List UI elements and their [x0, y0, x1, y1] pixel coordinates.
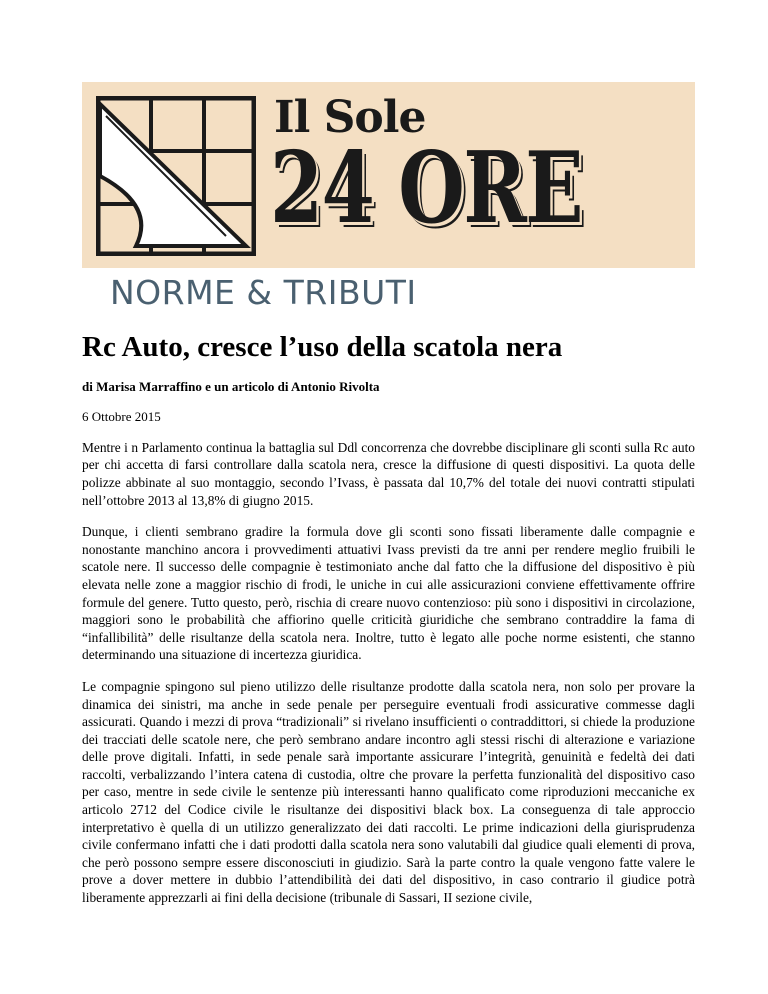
article-paragraph: Le compagnie spingono sul pieno utilizzo delle risultanze prodotte dalla scatola nera, non solo per provare la dinamica dei sinistri, ma anche in sede penale per perseguire eventuali frodi assicurative commesse dagli assicurati. Quando i mezzi di prova “tradizionali” si rivelano insufficienti o contraddittori, si chiede la produzione dei tracciati delle scatole nere, che però sembrano andare incontro agli stessi rischi di alterazione e variazione delle prove digitali. Infatti, in sede penale sarà importante assicurare l’integrità, genuinità e fedeltà dei dati raccolti, verbalizzando l’intera catena di custodia, oltre che provare la perfetta funzionalità del dispositivo caso per caso, mentre in sede civile le sentenze più interessanti hanno qualificato come riproduzioni meccaniche ex articolo 2712 del Codice civile le risultanze dei dispositivi black box. La conseguenza di tale approccio interpretativo è quella di un utilizzo generalizzato dei dati raccolti. Le prime indicazioni della giurisprudenza civile confermano infatti che i dati prodotti dalla scatola nera sono valutabili dal giudice quali elementi di prova, che però possono sempre essere disconosciuti in giudizio. Sarà la parte contro la quale vengono fatte valere le prove a dover mettere in dubbio l’attendibilità dei dati del dispositivo, in caso contrario il giudice potrà liberamente apprezzarli ai fini della decisione (tribunale di Sassari, II sezione civile, [82, 678, 695, 906]
article-paragraph: Mentre i n Parlamento continua la battaglia sul Ddl concorrenza che dovrebbe disciplinare gli sconti sulla Rc auto per chi accetta di farsi controllare dalla scatola nera, cresce la diffusione di questi dispositivi. La quota delle polizze abbinate al suo montaggio, secondo l’Ivass, è passata dal 10,7% del totale dei nuovi contratti stipulati nell’ottobre 2013 al 13,8% di giugno 2015. [82, 439, 695, 508]
article-byline: di Marisa Marraffino e un articolo di Antonio Rivolta [82, 378, 380, 394]
article-paragraph: Dunque, i clienti sembrano gradire la formula dove gli sconti sono fissati liberamente dalle compagnie e nonostante manchino ancora i provvedimenti attuativi Ivass previsti da tre anni per rendere meglio fruibili le scatole nere. Il successo delle compagnie è testimoniato anche dal fatto che la diffusione del dispositivo è più elevata nelle zone a maggior rischio di frodi, le uniche in cui alle assicurazioni conviene effettivamente offrire formule del genere. Tutto questo, però, rischia di creare nuovo contenzioso: più sono i dispositivi in circolazione, maggiori sono le probabilità che affiorino quelle criticità giuridiche che sembrano contraddire la fama di “infallibilità” delle risultanze della scatola nera. Inoltre, tutto è legato alle poche norme esistenti, che stanno determinando una situazione di incertezza giuridica. [82, 524, 695, 663]
brand-name-top: Il Sole [274, 92, 426, 143]
article [82, 330, 695, 921]
article-title: Rc Auto, cresce l’uso della scatola nera [82, 331, 563, 363]
brand-name-24-ore: 24 ORE [270, 131, 583, 246]
sole-24-ore-logo-icon [96, 96, 256, 256]
masthead-banner [82, 82, 695, 268]
article-date: 6 Ottobre 2015 [82, 408, 161, 424]
section-title: NORME & TRIBUTI [110, 273, 417, 312]
